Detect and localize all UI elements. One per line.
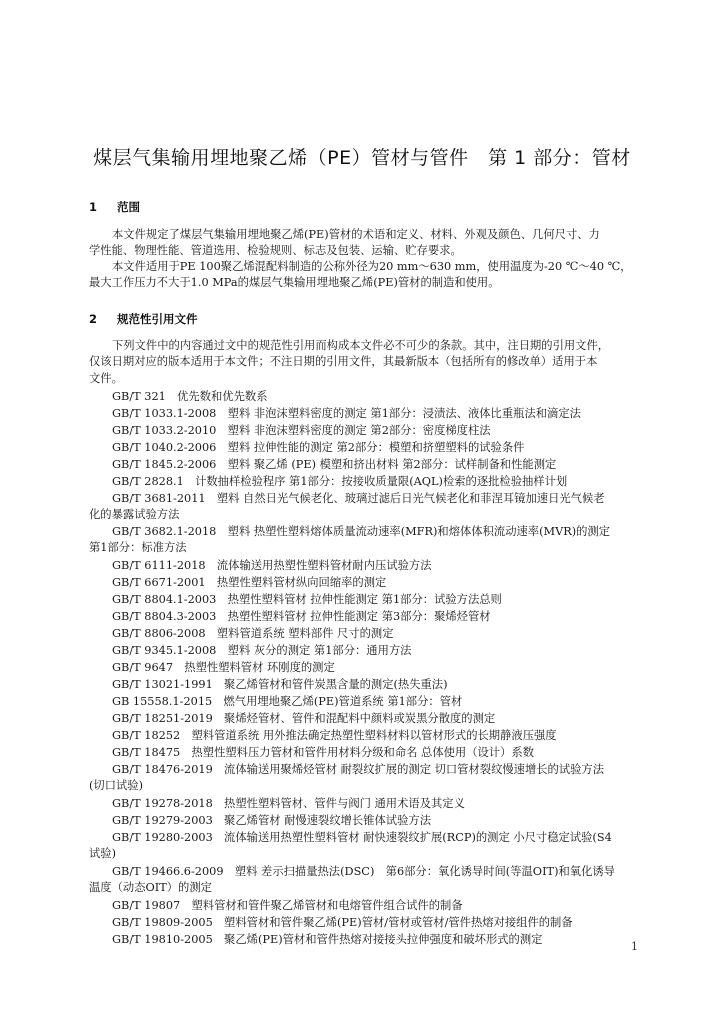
reference-item: GB/T 3681-2011 塑料 自然日光气候老化、玻璃过滤后日光气候老化和菲涅耳镜加速日光气候老 <box>112 492 605 505</box>
reference-item: GB/T 18252 塑料管道系统 用外推法确定热塑性塑料材料以管材形式的长期静液压强度 <box>112 729 557 742</box>
reference-item-continued: 试验) <box>89 847 117 860</box>
reference-item: GB/T 3682.1-2018 塑料 热塑性塑料熔体质量流动速率(MFR)和熔体体积流动速率(MVR)的测定 <box>112 525 611 538</box>
section-number: 1 <box>89 200 98 214</box>
scope-line: 本文件规定了煤层气集输用埋地聚乙烯(PE)管材的术语和定义、材料、外观及颜色、几何尺寸、力 <box>112 228 600 241</box>
reference-item: GB/T 13021-1991 聚乙烯管材和管件炭黑含量的测定(热失重法) <box>112 678 448 691</box>
reference-item: GB/T 9647 热塑性塑料管材 环刚度的测定 <box>112 661 335 674</box>
reference-item: GB/T 2828.1 计数抽样检验程序 第1部分：按接收质量限(AQL)检索的逐批检验抽样计划 <box>112 475 568 488</box>
section-title: 规范性引用文件 <box>117 312 198 326</box>
section-title: 范围 <box>117 200 140 214</box>
reference-item: GB/T 18476-2019 流体输送用聚烯烃管材 耐裂纹扩展的测定 切口管材裂纹慢速增长的试验方法 <box>112 763 605 776</box>
reference-item-continued: 化的暴露试验方法 <box>89 508 180 521</box>
reference-item: GB/T 1033.1-2008 塑料 非泡沫塑料密度的测定 第1部分：浸渍法、液体比重瓶法和滴定法 <box>112 407 581 420</box>
reference-item: GB/T 19809-2005 塑料管材和管件聚乙烯(PE)管材/管材或管材/管件热熔对接组件的制备 <box>112 916 573 929</box>
reference-item-continued: 温度（动态OIT）的测定 <box>89 881 212 894</box>
scope-line: 最大工作压力不大于1.0 MPa的煤层气集输用埋地聚乙烯(PE)管材的制造和使用。 <box>89 276 500 289</box>
section-heading-normative-references <box>89 311 198 327</box>
references-intro-line: 文件。 <box>89 372 123 385</box>
page-number: 1 <box>631 940 638 953</box>
reference-item: GB/T 19280-2003 流体输送用热塑性塑料管材 耐快速裂纹扩展(RCP)的测定 小尺寸稳定试验(S4 <box>112 831 612 844</box>
reference-item: GB/T 19278-2018 热塑性塑料管材、管件与阀门 通用术语及其定义 <box>112 797 465 810</box>
reference-item: GB/T 18475 热塑性塑料压力管材和管件用材料分级和命名 总体使用（设计）系数 <box>112 746 534 759</box>
reference-item: GB/T 321 优先数和优先数系 <box>112 390 268 403</box>
reference-item: GB/T 8804.1-2003 热塑性塑料管材 拉伸性能测定 第1部分：试验方法总则 <box>112 593 502 606</box>
reference-item: GB 15558.1-2015 燃气用埋地聚乙烯(PE)管道系统 第1部分：管材 <box>112 695 463 708</box>
reference-item: GB/T 19279-2003 聚乙烯管材 耐慢速裂纹增长锥体试验方法 <box>112 814 431 827</box>
section-heading-scope <box>89 199 140 215</box>
reference-item-continued: 第1部分：标准方法 <box>89 541 187 554</box>
reference-item: GB/T 1845.2-2006 塑料 聚乙烯 (PE) 模塑和挤出材料 第2部分：试样制备和性能测定 <box>112 458 557 471</box>
reference-item: GB/T 8804.3-2003 热塑性塑料管材 拉伸性能测定 第3部分：聚烯烃管材 <box>112 610 491 623</box>
section-number: 2 <box>89 312 98 326</box>
reference-item: GB/T 19466.6-2009 塑料 差示扫描量热法(DSC) 第6部分：氧化诱导时间(等温OIT)和氧化诱导 <box>112 865 615 878</box>
reference-item: GB/T 8806-2008 塑料管道系统 塑料部件 尺寸的测定 <box>112 627 394 640</box>
scope-line: 本文件适用于PE 100聚乙烯混配料制造的公称外径为20 mm～630 mm，使用温度为-20 ℃～40 ℃， <box>112 260 632 273</box>
reference-item: GB/T 1033.2-2010 塑料 非泡沫塑料密度的测定 第2部分：密度梯度柱法 <box>112 424 491 437</box>
reference-item: GB/T 1040.2-2006 塑料 拉伸性能的测定 第2部分：模塑和挤塑塑料的试验条件 <box>112 441 525 454</box>
references-intro-line: 仅该日期对应的版本适用于本文件；不注日期的引用文件，其最新版本（包括所有的修改单）适用于本 <box>89 355 598 368</box>
reference-item: GB/T 19807 塑料管材和管件聚乙烯管材和电熔管件组合试件的制备 <box>112 899 463 912</box>
reference-item: GB/T 19810-2005 聚乙烯(PE)管材和管件热熔对接接头拉伸强度和破坏形式的测定 <box>112 933 543 946</box>
reference-item: GB/T 6671-2001 热塑性塑料管材纵向回缩率的测定 <box>112 576 387 589</box>
reference-item: GB/T 18251-2019 聚烯烃管材、管件和混配料中颜料或炭黑分散度的测定 <box>112 712 496 725</box>
document-title: 煤层气集输用埋地聚乙烯（PE）管材与管件 第 1 部分：管材 <box>93 147 631 169</box>
reference-item-continued: (切口试验) <box>89 779 144 792</box>
scope-line: 学性能、物理性能、管道选用、检验规则、标志及包装、运输、贮存要求。 <box>89 244 462 257</box>
references-intro-line: 下列文件中的内容通过文中的规范性引用而构成本文件必不可少的条款。其中，注日期的引用文件， <box>112 339 610 352</box>
reference-item: GB/T 9345.1-2008 塑料 灰分的测定 第1部分：通用方法 <box>112 644 412 657</box>
reference-item: GB/T 6111-2018 流体输送用热塑性塑料管材耐内压试验方法 <box>112 559 432 572</box>
